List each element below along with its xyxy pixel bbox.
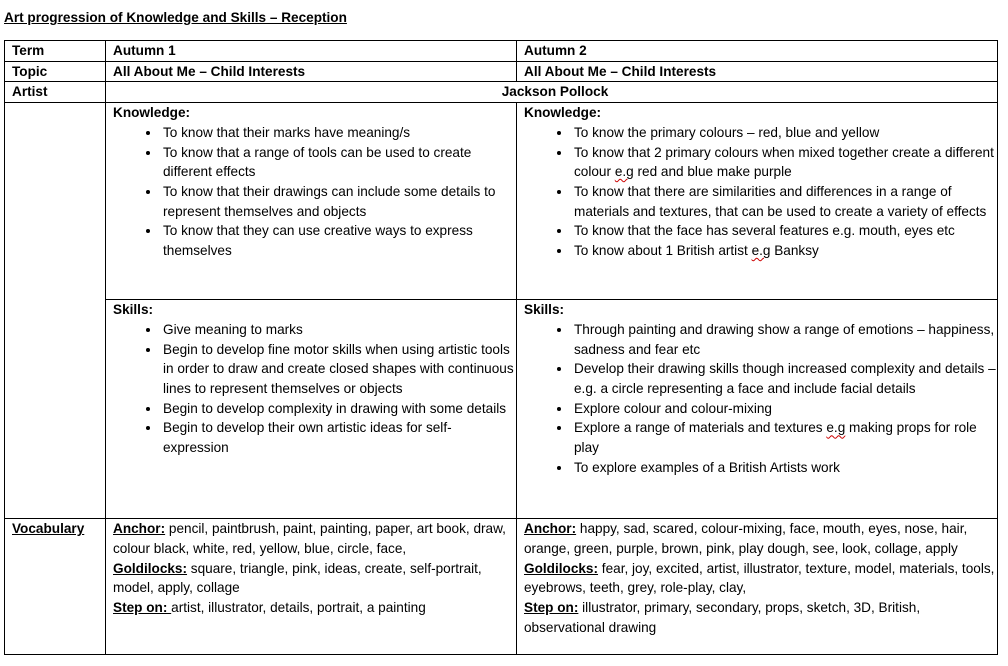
list-item: • To know that the face has several features e.g. mouth, eyes etc xyxy=(572,221,997,241)
list-text: To know that 2 primary colours when mixed together create a different colour xyxy=(574,144,994,180)
knowledge-list-autumn2 xyxy=(524,123,997,261)
list-item xyxy=(572,241,997,261)
term-label: Term xyxy=(5,41,106,62)
skills-row xyxy=(5,300,998,519)
skills-autumn2 xyxy=(517,300,998,519)
goldilocks-label: Goldilocks: xyxy=(524,560,599,576)
list-item xyxy=(572,418,997,457)
list-item: • Begin to develop their own artistic ideas for self-expression xyxy=(161,418,516,457)
step-on-words: illustrator, primary, secondary, props, sketch, 3D, British, observational drawing xyxy=(524,599,921,635)
list-item: • Through painting and drawing show a range of emotions – happiness, sadness and fear etc xyxy=(572,320,997,359)
term-row xyxy=(5,41,998,62)
term-autumn2: Autumn 2 xyxy=(517,41,998,62)
vocabulary-row xyxy=(5,519,998,655)
topic-label: Topic xyxy=(5,61,106,82)
anchor-label: Anchor: xyxy=(524,521,577,537)
list-item: • Begin to develop fine motor skills when using artistic tools in order to draw and create closed shapes with continuous lines to represent themselves or objects xyxy=(161,340,516,399)
goldilocks-words: fear, joy, excited, artist, illustrator, texture, model, materials, tools, eyebrows, teeth, grey, role-play, clay, xyxy=(524,560,995,596)
list-item: • Explore colour and colour-mixing xyxy=(572,399,997,419)
empty-label-cell xyxy=(5,103,106,519)
knowledge-row xyxy=(5,103,998,300)
list-item: • Give meaning to marks xyxy=(161,320,516,340)
artist-label: Artist xyxy=(5,82,106,103)
spellcheck-word: e.g xyxy=(751,243,771,259)
knowledge-autumn2 xyxy=(517,103,998,300)
vocabulary-autumn2 xyxy=(517,519,998,655)
skills-autumn1 xyxy=(106,300,517,519)
vocabulary-autumn1 xyxy=(106,519,517,655)
anchor-label: Anchor: xyxy=(113,521,166,537)
list-item xyxy=(572,143,997,182)
term-autumn1: Autumn 1 xyxy=(106,41,517,62)
topic-row xyxy=(5,61,998,82)
skills-heading: Skills: xyxy=(524,302,565,318)
list-text: Banksy xyxy=(770,243,819,259)
list-item: • To know that they can use creative ways to express themselves xyxy=(161,221,516,260)
list-item: • Begin to develop complexity in drawing with some details xyxy=(161,399,516,419)
goldilocks-words: square, triangle, pink, ideas, create, self-portrait, model, apply, collage xyxy=(113,560,482,596)
goldilocks-label: Goldilocks: xyxy=(113,560,188,576)
step-on-label: Step on: xyxy=(524,599,579,615)
spellcheck-word: e.g xyxy=(614,164,634,180)
list-text: Explore a range of materials and textures xyxy=(574,420,827,436)
topic-autumn1: All About Me – Child Interests xyxy=(106,61,517,82)
list-item: • To know that a range of tools can be used to create different effects xyxy=(161,143,516,182)
list-item: • To explore examples of a British Artists work xyxy=(572,458,997,478)
list-item: • Develop their drawing skills though increased complexity and details – e.g. a circle representing a face and include facial details xyxy=(572,359,997,398)
knowledge-heading: Knowledge: xyxy=(524,105,602,121)
skills-list-autumn1 xyxy=(113,320,516,458)
anchor-words: happy, sad, scared, colour-mixing, face, mouth, eyes, nose, hair, orange, green, purple, brown, pink, play dough, see, look, collage, apply xyxy=(524,521,968,556)
knowledge-autumn1 xyxy=(106,103,517,300)
progression-table xyxy=(4,40,998,655)
list-item: • To know that their marks have meaning/s xyxy=(161,123,516,143)
artist-row xyxy=(5,82,998,103)
list-text: red and blue make purple xyxy=(633,164,792,180)
anchor-words: pencil, paintbrush, paint, painting, paper, art book, draw, colour black, white, red, yellow, blue, circle, face, xyxy=(113,521,506,556)
skills-heading: Skills: xyxy=(113,302,154,318)
skills-list-autumn2 xyxy=(524,320,997,478)
list-item: • To know the primary colours – red, blue and yellow xyxy=(572,123,997,143)
list-text: To know about 1 British artist xyxy=(574,243,752,259)
spellcheck-word: e.g xyxy=(826,420,846,436)
list-item: • To know that there are similarities and differences in a range of materials and textures, that can be used to create a variety of effects xyxy=(572,182,997,221)
step-on-words: artist, illustrator, details, portrait, a painting xyxy=(171,599,426,615)
topic-autumn2: All About Me – Child Interests xyxy=(517,61,998,82)
step-on-label: Step on: xyxy=(113,599,172,615)
knowledge-heading: Knowledge: xyxy=(113,105,191,121)
list-text: making props for role play xyxy=(574,420,977,456)
list-item: • To know that their drawings can include some details to represent themselves and objects xyxy=(161,182,516,221)
vocabulary-label: Vocabulary xyxy=(5,519,106,655)
knowledge-list-autumn1 xyxy=(113,123,516,261)
artist-name: Jackson Pollock xyxy=(106,82,998,103)
document-title: Art progression of Knowledge and Skills – Reception xyxy=(4,10,347,25)
